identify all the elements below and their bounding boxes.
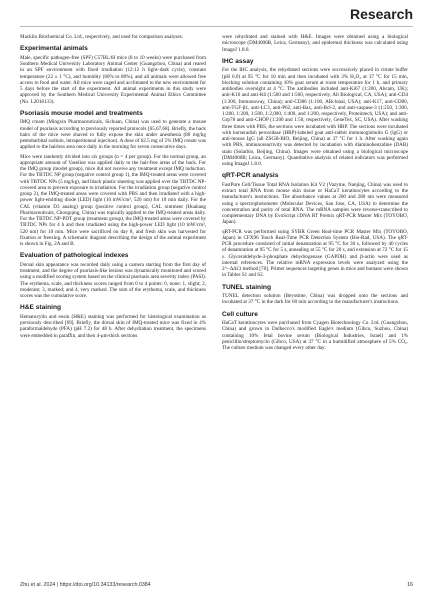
paragraph: FastPure Cell/Tissue Total RNA Isolation Kit V2 (Vazyme, Nanjing, China) was used to extract total RNA from mouse skin tissue or HaCaT keratinocytes according to the manufacturer's instructions. The absorbance values at 260 and 280 nm were measured using a spectrophotometer (Molecular Devices, San Jose, CA, USA) to determine the concentration and purity of total RNA. The mRNA samples were reverse-transcribed to complementary DNA by EvoScript cDNA RT Premix qRT-PCR Master Mix (TOYOBO, Japan). [222,181,408,226]
section-heading: Experimental animals [20,45,88,53]
paragraph: Mice were randomly divided into six groups (n = 4 per group). For the normal group, an appropriate amount of Vaseline was applied daily to the hair-free areas of the back. For the IMQ group (model group), mice did not receive any treatment except IMQ induction. For the TBTDC NP group (negative control group 1), the IMQ-treated areas were covered with TBTDC NPs (5 mg/kg), and black plastic sheeting was applied over the TBTDC NP-covered area to prevent exposure to irradiation. For the irradiation group (negative control group 2), the IMQ-treated areas were covered with PBS and then irradiated with a high-power light-emitting diode (LED) light (10 mW/cm², 520 nm) for 10 min daily. For the CAL (vitamin D3 analog) group (positive control group), CAL ointment (Huabang Pharmaceuticals, Chongqing, China) was topically applied to the IMQ-treated areas daily. For the TBTDC NP-PDT group (treatment group), the IMQ-treated areas were covered by TBTDC NPs for 4 h and then irradiated using the high-power LED light (10 mW/cm², 520 nm) for 10 min. Mice were sacrificed on day 8, and fresh skin was harvested for fixation or freezing. A schematic diagram describing the design of the animal experiment is shown in Fig. 2A and B. [20,153,206,247]
section-tag: Research [349,6,413,22]
section-heading: Psoriasis mouse model and treatments [20,109,143,117]
section-heading: H&E staining [20,304,62,312]
paragraph: IMQ cream (Mingxin Pharmaceuticals, Sichuan, China) was used to generate a mouse model of psoriasis according to previously reported protocols [65,67,68]. Briefly, the back hairs of the mice were shaved to fully expose the skin under anesthesia (80 mg/kg pentobarbital sodium, intraperitoneal injection). A dose of 62.5 mg of 5% IMQ cream was applied to the hairless area once daily in the morning for seven consecutive days. [20,119,206,151]
paragraph: HaCaT keratinocytes were purchased from Cyagen Biotechnology Co. Ltd. (Guangzhou, China) and grown in Dulbecco's modified Eagle's medium (Gibco, Suzhou, China) containing 10% fetal bovine serum (Biological Industries, Israel) and 1% penicillin/streptomycin (Gibco, USA) at 37 °C in a humidified atmosphere of 5% CO₂. The culture medium was changed every other day. [222,320,408,351]
section-heading: qRT-PCR analysis [222,172,279,180]
paragraph: Macklin Biochemical Co. Ltd., respectively, and used for comparison analyses. [20,34,183,40]
left-column [20,34,206,342]
section-heading: TUNEL staining [222,283,271,291]
citation[interactable]: Zhu et al. 2024 | https://doi.org/10.34133/research.0384 [20,582,151,588]
section-heading: Cell culture [222,310,258,318]
paragraph: For the IHC analysis, the rehydrated sections were successively placed in citrate buffer (pH 6.0) at 95 °C for 10 min and then incubated with 3% H₂O₂ at 37 °C for 15 min, blocking solution containing 10% goat serum at room temperature for 1 h, and primary antibodies overnight at 4 °C. The antibodies included anti-Ki67 (1:200, Abcam, UK); anti-K10 and anti-K6 (1:500 and 1:500, respectively, All Biological, CA, USA); anti-CD4 (1:300, Immunoway, China); anti-CD86 (1:100, ABclonal, USA); anti-K17, anti-CD80, anti-TGF-β1, anti-LC3, anti-P62, anti-Bax, anti-Bcl-2, and anti-caspase-3 (1:250, 1:300, 1:200, 1:200, 1:500, 1:2,000, 1:400, and 1:200, respectively, Proteintech, USA); and anti-Grp78 and anti-CHOP (1:200 and 1:50, respectively, GeneTex, SC, USA). After washing three times with PBS, the sections were incubated with HRP. The sections were incubated with horseradish peroxidase (HRP)-labeled goat anti-rabbit immunoglobulin G (IgG) or anti-mouse IgG (all ZSGB-BIO, Beijing, China) at 37 °C for 1 h. After washing again with PBS, immunoreactivity was detected by incubation with diaminobenzidine (DAB) stain (Solarbio, Beijing, China). Images were obtained using a biological microscope (DM4000B; Leica, Germany). Quantitative analysis of related indicators was performed using ImageJ 1.8.0. [222,67,408,167]
paragraph: Male, specific pathogen-free (SPF) C57BL/6J mice (8 to 10 weeks) were purchased from Southern Medical University Laboratory Animal Center (Guangzhou, China) and reared in an SPF environment with fixed irradiation (12:12 h light–dark cycle), constant temperature (22 ± 1 °C), and humidity (60% to 80%), and all animals were allowed free access to food and water. All mice were caged and acclimated to the new environment for 5 days before the start of the experiment. All animal experiments in this study were approved by the Southern Medical University Experimental Animal Ethics Committee (No. L2018133). [20,54,206,105]
page-number: 16 [407,582,413,588]
paragraph: were rehydrated and stained with H&E. Images were obtained using a biological microscope (DM4000B, Leica, Germany), and epidermal thickness was calculated using ImageJ 1.8.0. [222,34,408,53]
paragraph: qRT-PCR was performed using SYBR Green Real-time PCR Master Mix (TOYOBO, Japan) in CFX96 Touch Real-Time PCR Detection System (Bio-Rad, USA). The qRT-PCR procedure consisted of initial denaturation at 95 °C for 30 s, followed by 40 cycles of denaturation at 95 °C for 5 s, annealing at 55 °C for 20 s, and extension at 72 °C for 15 s. Glyceraldehyde-3-phosphate dehydrogenase (GAPDH) and β-actin were used as internal references. The relative mRNA expression levels were analyzed using the 2^−ΔΔCt method [70]. Primer sequences targeting genes in mice and humans were shown in Tables S1 and S2. [222,228,408,279]
page-footer [20,582,413,588]
paragraph: TUNEL detection solution (Beyotime, China) was dropped onto the sections and incubated at 37 °C in the dark for 60 min according to the manufacturer's instructions. [222,293,408,306]
paragraph: Dorsal skin appearance was recorded daily using a camera starting from the first day of treatment, and the degree of psoriasis-like lesions was dynamically monitored and scored using a modified scoring system based on the clinical psoriasis area severity index (PASI). The erythema, scale, and thickness scores ranged from 0 to 4 points: 0, none; 1, slight; 2, moderate; 3, marked; and 4, very marked. The sum of the erythema, scale, and thickness scores was the cumulative score. [20,261,206,299]
header-divider [20,26,413,27]
section-heading: Evaluation of pathological indexes [20,252,129,260]
paragraph: Hematoxylin and eosin (H&E) staining was performed for histological examination as previously described [69]. Briefly, the dorsal skin of IMQ-treated mice was fixed in 4% paraformaldehyde (PFA) (pH 7.2) for 48 h. After dehydration treatment, the specimens were embedded in paraffin, and then 4-μm-thick sections [20,313,206,339]
right-column [222,34,408,354]
section-heading: IHC assay [222,57,254,65]
